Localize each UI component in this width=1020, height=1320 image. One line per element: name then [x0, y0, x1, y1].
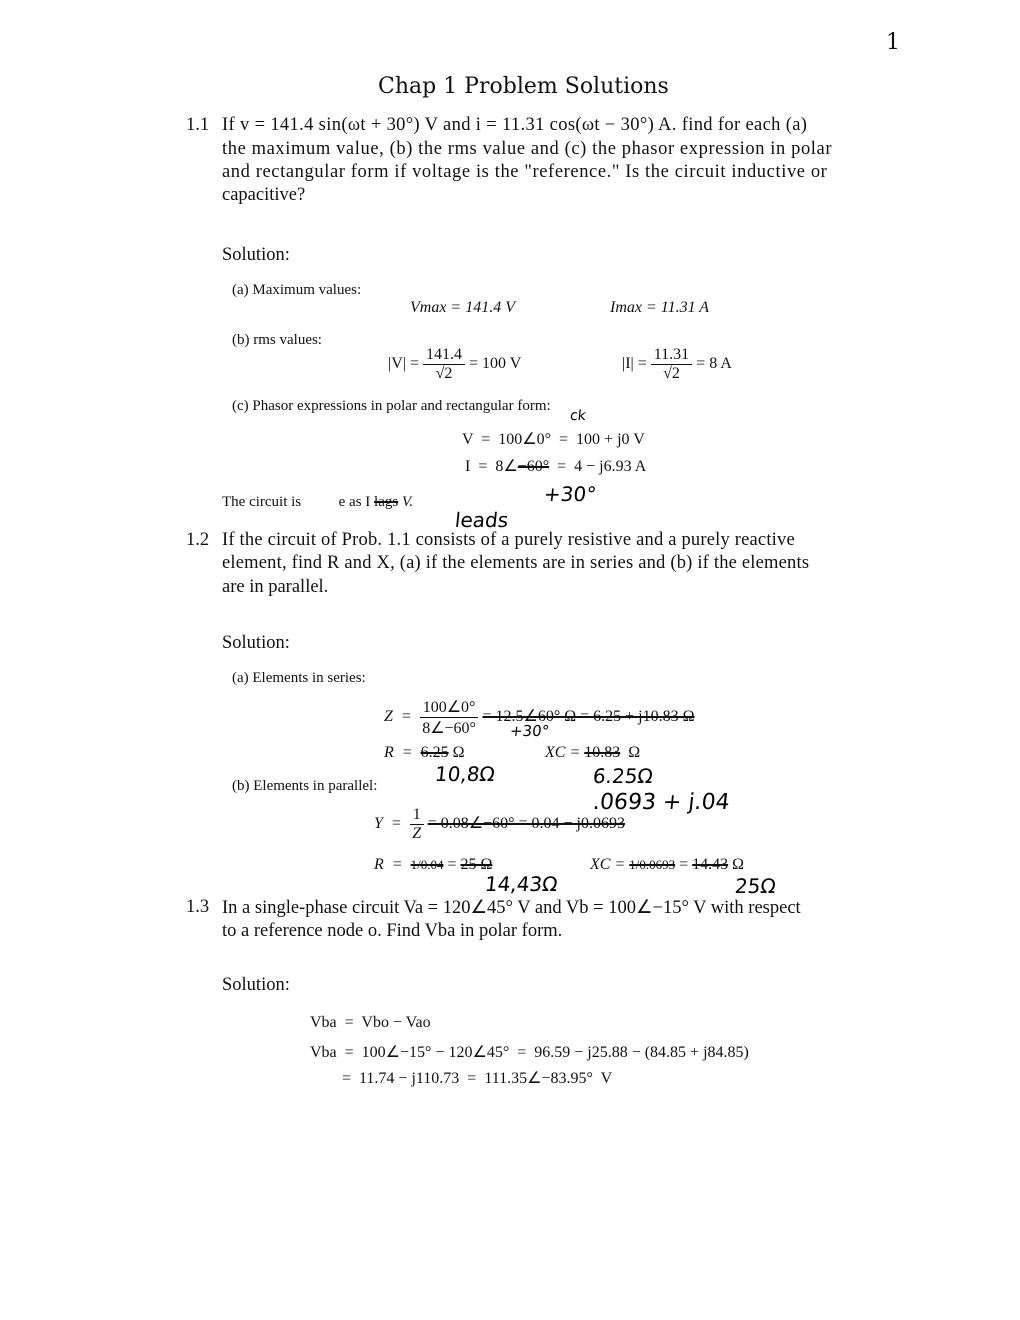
struck-value: 6.25 [420, 744, 449, 761]
equation [622, 346, 732, 383]
equation: V = 100∠0° = 100 + j0 V [462, 431, 645, 448]
eq-lhs: Z = [384, 708, 412, 726]
equation [545, 744, 640, 762]
solution-heading: Solution: [222, 245, 290, 265]
part-label: (b) rms values: [232, 332, 322, 348]
problem-text: If v = 141.4 sin(ωt + 30°) V and i = 11.31 cos(ωt − 30°) A. find for each (a) [222, 115, 808, 135]
eq-lhs: XC = [590, 856, 626, 873]
equation: XC = 1/0.0693 = 14.43 Ω [590, 856, 745, 873]
equation: Vmax = 141.4 V [410, 299, 515, 316]
handwritten-note: 14,43Ω [483, 872, 559, 896]
problem-text: capacitive? [222, 185, 306, 205]
struck-value: 10.83 [584, 744, 621, 761]
struck-word: lags [374, 494, 399, 510]
eq-lhs: |V| = [388, 355, 419, 373]
unit: Ω [452, 744, 465, 761]
equation: Vba = 100∠−15° − 120∠45° = 96.59 − j25.88 − (84.85 + j84.85) [310, 1044, 749, 1061]
problem-text: are in parallel. [222, 577, 329, 597]
eq-lhs: R = [374, 856, 403, 873]
struck-value: 14.43 [692, 856, 729, 873]
handwritten-note: .0693 + j.04 [591, 790, 731, 815]
equation: = 11.74 − j110.73 = 111.35∠−83.95° V [310, 1070, 613, 1087]
equation [374, 806, 625, 843]
problem-text: to a reference node o. Find Vba in polar form. [222, 921, 563, 941]
denominator: 8∠−60° [422, 720, 476, 737]
conclusion [222, 494, 413, 511]
eq-lhs: XC = [545, 744, 581, 761]
handwritten-note: leads [453, 508, 510, 532]
problem-text: If the circuit of Prob. 1.1 consists of a purely resistive and a purely reactive [222, 530, 795, 550]
equation: Vba = Vbo − Vao [310, 1014, 431, 1031]
part-label: (a) Maximum values: [232, 282, 362, 298]
problem-number: 1.2 [186, 530, 210, 550]
equation: Imax = 11.31 A [610, 299, 710, 316]
conclusion-text: V. [401, 494, 413, 510]
handwritten-note: 6.25Ω [591, 764, 655, 788]
problem-number: 1.1 [186, 115, 210, 135]
solution-heading: Solution: [222, 633, 290, 653]
denominator: √2 [663, 365, 680, 382]
eq-result: = 4 − j6.93 A [549, 458, 647, 475]
handwritten-note: +30° [542, 482, 598, 506]
struck-value: −60° [517, 458, 550, 475]
unit: Ω [628, 744, 641, 761]
numerator: 1 [410, 806, 424, 825]
problem-text: In a single-phase circuit Va = 120∠45° V and Vb = 100∠−15° V with respect [222, 898, 801, 918]
equation [465, 456, 646, 476]
numerator: 141.4 [423, 346, 465, 365]
equation [384, 744, 464, 762]
handwritten-note: ck [569, 408, 587, 424]
page-title: Chap 1 Problem Solutions [378, 74, 669, 99]
handwritten-note: +30° [509, 722, 551, 740]
handwritten-note: 10,8Ω [433, 762, 497, 786]
struck-value: 1/0.04 [410, 857, 444, 872]
struck-value: = 12.5∠60° Ω = 6.25 + j10.83 Ω [482, 708, 695, 726]
struck-value: 1/0.0693 [629, 857, 676, 872]
handwritten-note: 25Ω [733, 874, 777, 898]
denominator: Z [412, 825, 422, 842]
part-label: (a) Elements in series: [232, 670, 366, 686]
eq-lhs: Y = [374, 815, 402, 833]
struck-value: = 0.08∠−60° = 0.04 − j0.0693 [427, 815, 625, 833]
eq-lhs: I = 8∠ [465, 458, 518, 475]
problem-text: element, find R and X, (a) if the elements are in series and (b) if the elements [222, 553, 810, 573]
numerator: 100∠0° [420, 697, 479, 718]
eq-result: = 100 V [468, 355, 522, 373]
part-label: (b) Elements in parallel: [232, 778, 378, 794]
denominator: √2 [435, 365, 453, 382]
conclusion-text: The circuit is e as I [222, 494, 371, 510]
eq-result: = 8 A [696, 355, 732, 373]
numerator: 11.31 [651, 346, 692, 365]
solution-heading: Solution: [222, 975, 290, 995]
page-number: 1 [886, 30, 900, 55]
struck-value: 25 Ω [460, 856, 493, 873]
part-label: (c) Phasor expressions in polar and rectangular form: [232, 398, 551, 414]
equation: R = 1/0.04 = 25 Ω [374, 856, 493, 873]
eq-lhs: |I| = [622, 355, 647, 373]
eq-lhs: R = [384, 744, 413, 761]
unit: Ω [732, 856, 745, 873]
problem-text: the maximum value, (b) the rms value and (c) the phasor expression in polar [222, 139, 833, 159]
problem-number: 1.3 [186, 897, 210, 917]
problem-text: and rectangular form if voltage is the "reference." Is the circuit inductive or [222, 162, 828, 182]
equation [388, 346, 521, 383]
